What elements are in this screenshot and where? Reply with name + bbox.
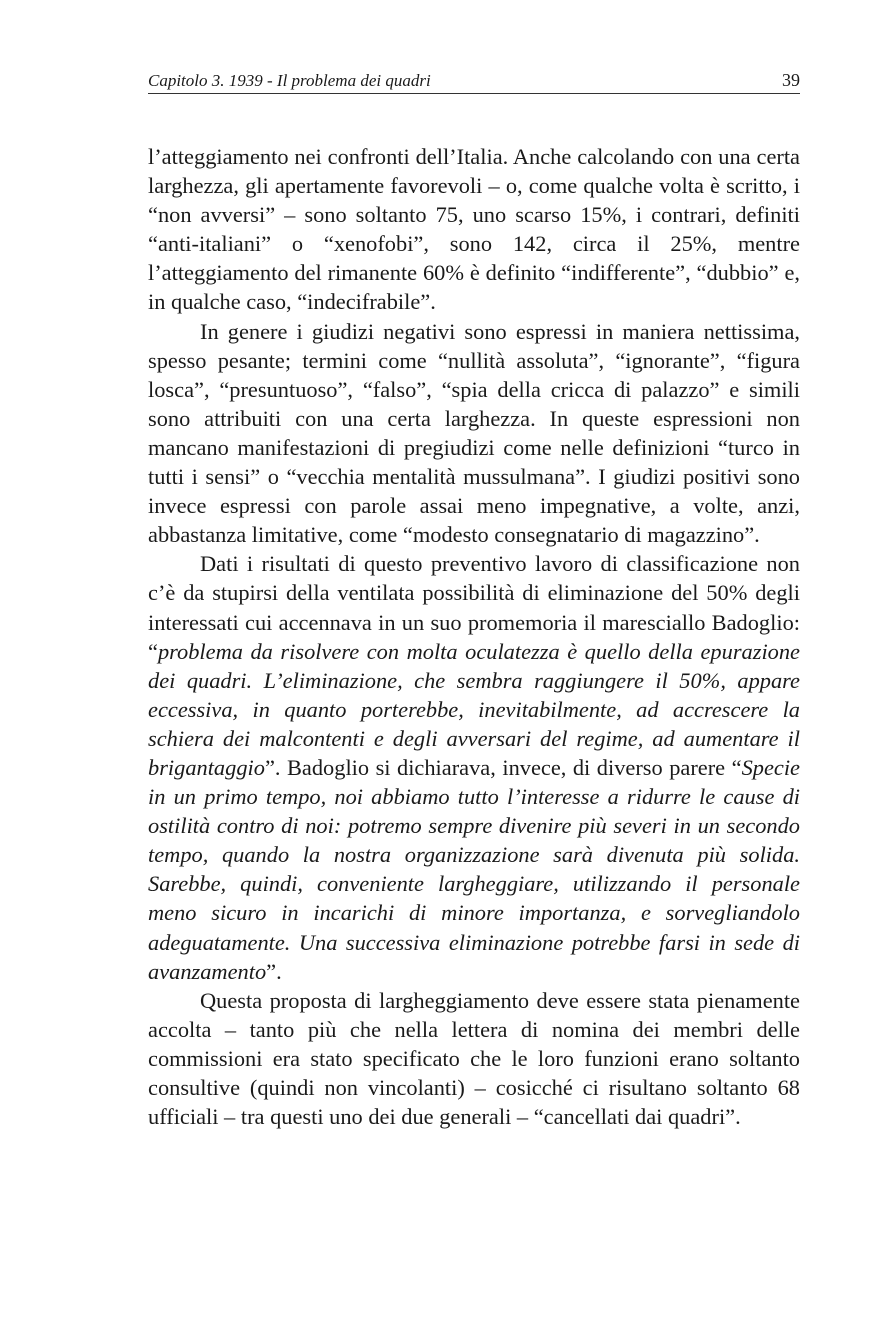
paragraph-4 [148,986,800,1131]
running-header [148,68,800,94]
running-title: Capitolo 3. 1939 - Il problema dei quadri [148,71,431,90]
paragraph-1 [148,142,800,317]
paragraph-3-text-c: ”. [266,958,282,984]
body-text [148,142,800,1131]
page-number: 39 [782,70,800,90]
paragraph-3-text-b: ”. Badoglio si dichiarava, invece, di diverso parere “ [264,754,742,780]
badoglio-quote-2: Specie in un primo tempo, noi abbiamo tutto l’interesse a ridurre le cause di ostilità contro di noi: potremo sempre divenire più severi in un secondo tempo, quando la nostra organizzazione sarà divenuta più solida. Sarebbe, quindi, conveniente largheggiare, utilizzando il personale meno sicuro in incarichi di minore importanza, e sorvegliandolo adeguatamente. Una successiva eliminazione potrebbe farsi in sede di avanzamento [148,754,800,984]
badoglio-quote-1: problema da risolvere con molta oculatezza è quello della epurazione dei quadri. L’eliminazione, che sembra raggiungere il 50%, appare eccessiva, in quanto porterebbe, inevitabilmente, ad accrescere la schiera dei malcontenti e degli avversari del regime, ad aumentare il brigantaggio [148,638,800,780]
paragraph-2-text: In genere i giudizi negativi sono espressi in maniera nettissima, spesso pesante; termini come “nullità assoluta”, “ignorante”, “figura losca”, “presuntuoso”, “falso”, “spia della cricca di palazzo” e simili sono attribuiti con una certa larghezza. In queste espressioni non mancano manifestazioni di pregiudizi come nelle definizioni “turco in tutti i sensi” o “vecchia mentalità mussulmana”. I giudizi positivi sono invece espressi con parole assai meno impegnative, a volte, anzi, abbastanza limitative, come “modesto consegnatario di magazzino”. [148,318,800,548]
paragraph-1-text: l’atteggiamento nei confronti dell’Italia. Anche calcolando con una certa larghezza, gli apertamente favorevoli – o, come qualche volta è scritto, i “non avversi” – sono soltanto 75, uno scarso 15%, i contrari, definiti “anti-italiani” o “xenofobi”, sono 142, circa il 25%, mentre l’atteggiamento del rimanente 60% è definito “indifferente”, “dubbio” e, in qualche caso, “indecifrabile”. [148,144,800,315]
paragraph-3 [148,549,800,985]
paragraph-3-text-a: Dati i risultati di questo preventivo lavoro di classificazione non c’è da stupirsi della ventilata possibilità di eliminazione del 50% degli interessati cui accennava in un suo promemoria il maresciallo Badoglio: “ [148,551,800,664]
paragraph-4-text: Questa proposta di largheggiamento deve essere stata pienamente accolta – tanto più che nella lettera di nomina dei membri delle commissioni era stato specificato che le loro funzioni erano soltanto consultive (quindi non vincolanti) – cosicché ci risultano soltanto 68 ufficiali – tra questi uno dei due generali – “cancellati dai quadri”. [148,987,800,1130]
paragraph-2 [148,317,800,550]
